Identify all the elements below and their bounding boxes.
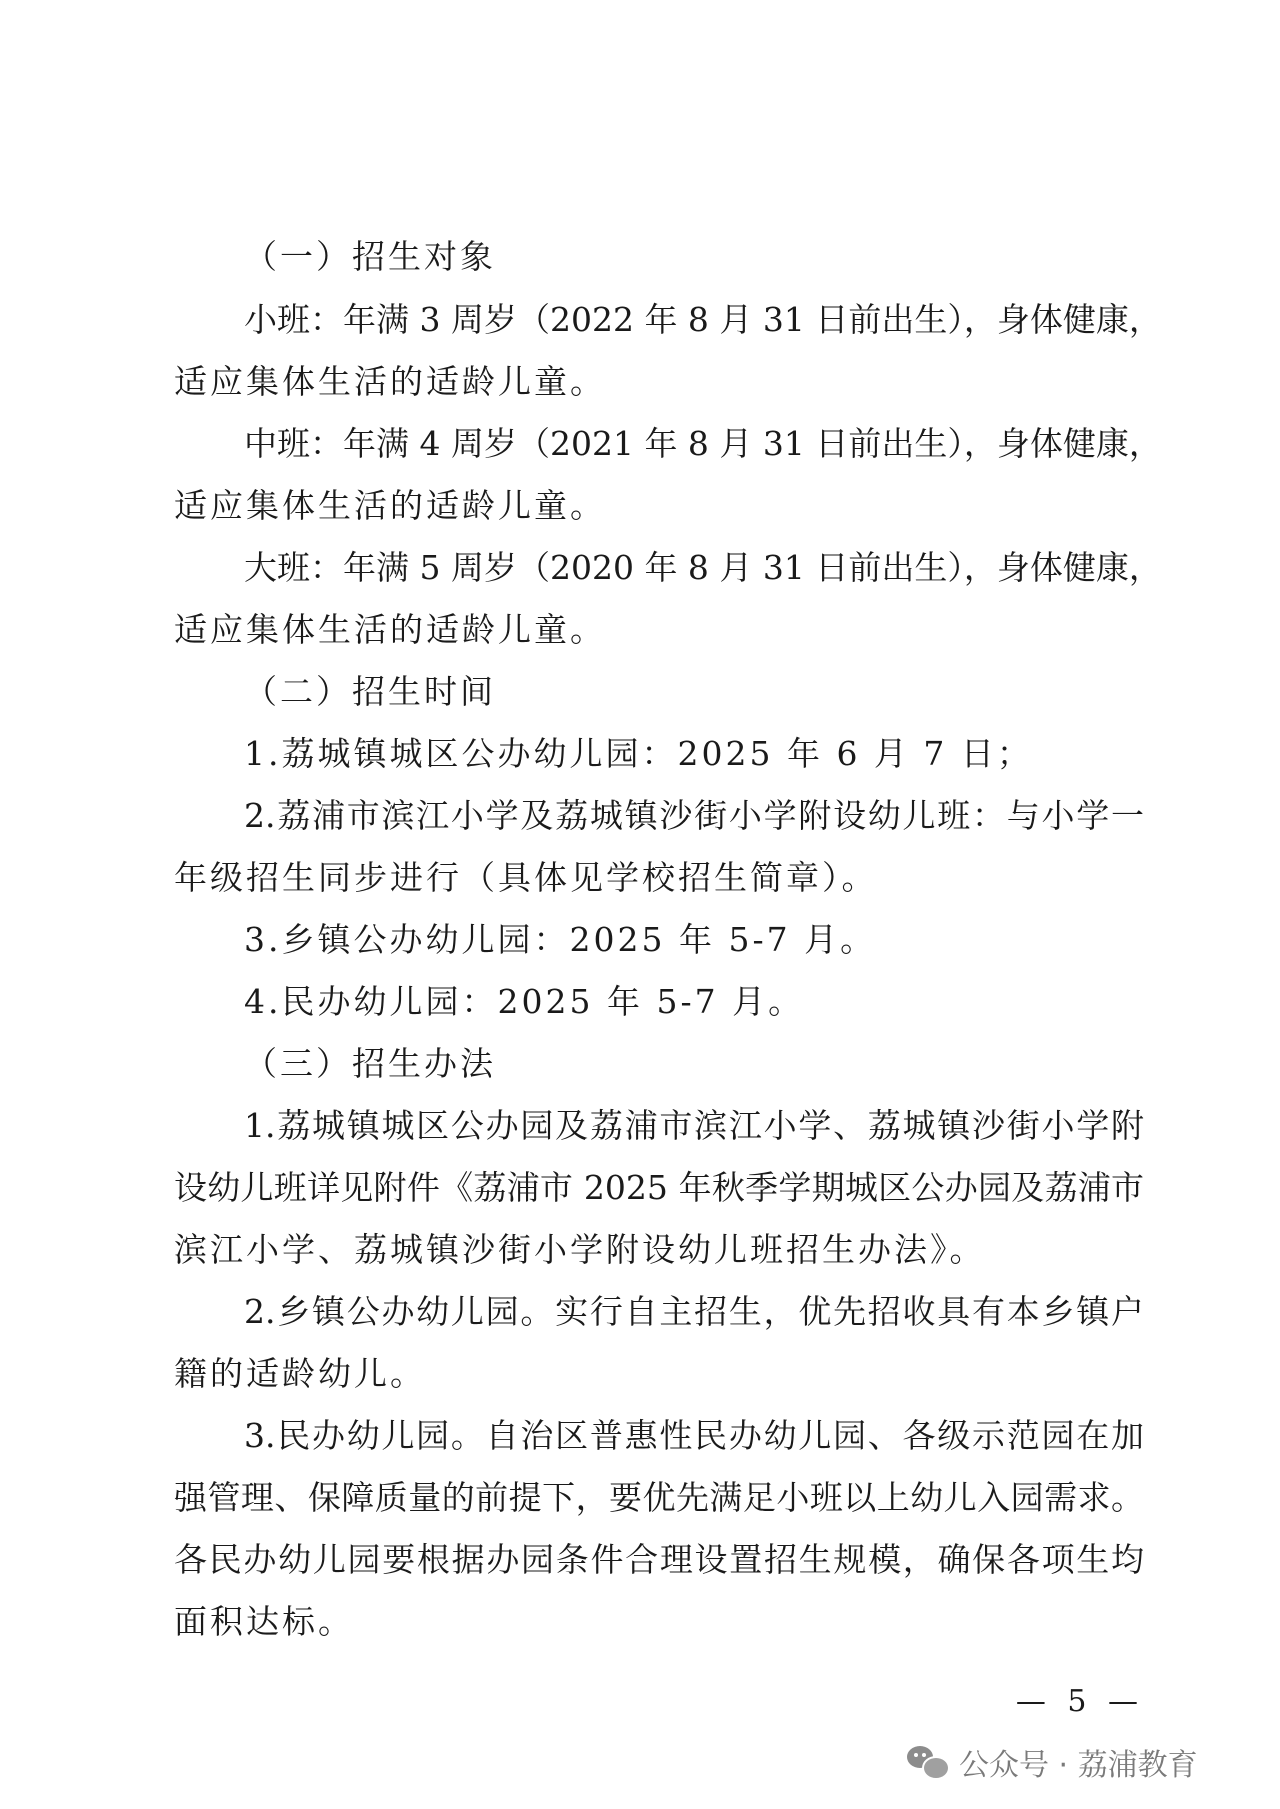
large-class-line-2: 适应集体生活的适龄儿童。 xyxy=(174,610,606,649)
method-item-1-line-2: 设幼儿班详见附件《荔浦市 2025 年秋季学期城区公办园及荔浦市 xyxy=(174,1168,1144,1207)
method-item-3-line-4: 面积达标。 xyxy=(174,1602,354,1641)
method-item-3-line-2: 强管理、保障质量的前提下，要优先满足小班以上幼儿入园需求。 xyxy=(174,1478,1144,1517)
method-item-1-line-1: 1.荔城镇城区公办园及荔浦市滨江小学、荔城镇沙街小学附 xyxy=(244,1106,1144,1145)
small-class-line-1: 小班：年满 3 周岁（2022 年 8 月 31 日前出生），身体健康， xyxy=(244,300,1162,339)
section-heading-enrollment-target: （一）招生对象 xyxy=(244,237,496,276)
middle-class-line-2: 适应集体生活的适龄儿童。 xyxy=(174,486,606,525)
wechat-icon xyxy=(907,1744,949,1780)
wechat-watermark xyxy=(907,1740,1198,1784)
time-item-2-line-2: 年级招生同步进行（具体见学校招生简章）。 xyxy=(174,858,878,897)
method-item-3-line-3: 各民办幼儿园要根据办园条件合理设置招生规模，确保各项生均 xyxy=(174,1540,1144,1579)
small-class-line-2: 适应集体生活的适龄儿童。 xyxy=(174,362,606,401)
method-item-2-line-1: 2.乡镇公办幼儿园。实行自主招生，优先招收具有本乡镇户 xyxy=(244,1292,1144,1331)
method-item-1-line-3: 滨江小学、荔城镇沙街小学附设幼儿班招生办法》。 xyxy=(174,1230,986,1269)
page-number: — 5 — xyxy=(1015,1684,1144,1719)
section-heading-enrollment-time: （二）招生时间 xyxy=(244,672,496,711)
middle-class-line-1: 中班：年满 4 周岁（2021 年 8 月 31 日前出生），身体健康， xyxy=(244,424,1162,463)
time-item-3: 3.乡镇公办幼儿园：2025 年 5-7 月。 xyxy=(244,920,877,959)
method-item-2-line-2: 籍的适龄幼儿。 xyxy=(174,1354,426,1393)
time-item-1: 1.荔城镇城区公办幼儿园：2025 年 6 月 7 日； xyxy=(244,734,1033,773)
time-item-4: 4.民办幼儿园：2025 年 5-7 月。 xyxy=(244,982,805,1021)
watermark-text: 公众号 · 荔浦教育 xyxy=(959,1748,1198,1783)
section-heading-enrollment-method: （三）招生办法 xyxy=(244,1044,496,1083)
large-class-line-1: 大班：年满 5 周岁（2020 年 8 月 31 日前出生），身体健康， xyxy=(244,548,1162,587)
method-item-3-line-1: 3.民办幼儿园。自治区普惠性民办幼儿园、各级示范园在加 xyxy=(244,1416,1144,1455)
time-item-2-line-1: 2.荔浦市滨江小学及荔城镇沙街小学附设幼儿班：与小学一 xyxy=(244,796,1144,835)
